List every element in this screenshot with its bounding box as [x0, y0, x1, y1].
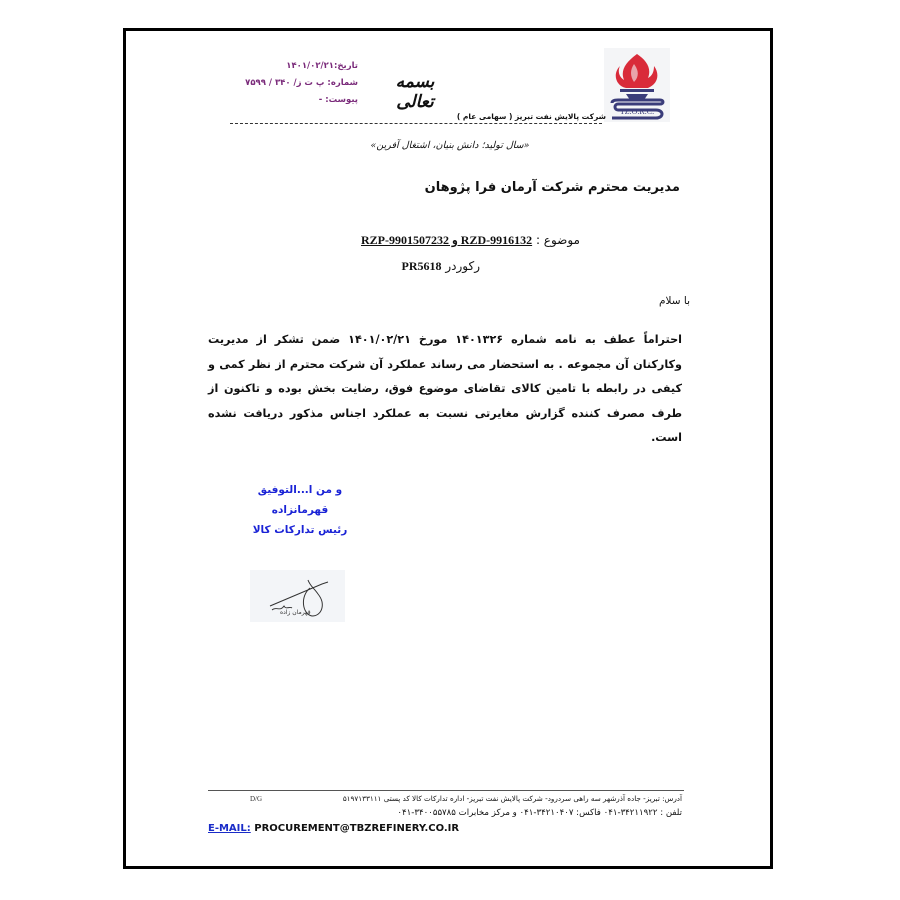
record-label: رکوردر: [445, 259, 480, 273]
email-address[interactable]: PROCUREMENT@TBZREFINERY.CO.IR: [254, 823, 460, 834]
letter-meta: [218, 58, 358, 109]
company-name: شرکت پالایش نفت تبریز ( سهامی عام ): [456, 112, 606, 121]
signature-image: [250, 570, 345, 622]
letter-attachment: پیوست: -: [318, 95, 358, 105]
signatory-name: قهرمانزاده: [271, 504, 329, 516]
footer-address: آدرس: تبریز- جاده آذرشهر سه راهی سردرود- شرکت پالایش نفت تبریز- اداره تدارکات کالا کد پستی ۵۱۹۷۱۳۳۱۱۱: [342, 794, 682, 803]
signature-scribble-icon: [250, 570, 345, 622]
subject-line: [300, 233, 580, 248]
letter-body: احتراماً عطف به نامه شماره ۱۴۰۱۳۲۶ مورخ ۱۴۰۱/۰۲/۲۱ ضمن تشکر از مدیریت وکارکنان آن مجموعه . به استحضار می رساند عملکرد آن شرکت محترم از نظر کمی و کیفی در رابطه با تامین کالای تقاضای موضوع فوق، رضایت بخش بوده و تاکنون از طرف مصرف کننده گزارش مغایرتی نسبت به عملکرد اجناس مذکور دریافت نشده است.: [208, 333, 682, 444]
footer-phone: تلفن : ۳۴۲۱۱۹۲۲-۰۴۱ فاکس: ۳۴۲۱۰۴۰۷-۰۴۱ و مرکز مخابرات ۳۴۰۰۵۵۷۸۵-۰۴۱: [397, 808, 682, 818]
footer-divider: [208, 790, 684, 791]
record-code: PR5618: [401, 259, 442, 273]
header-divider: [230, 123, 602, 124]
email-label: E-MAIL:: [208, 823, 251, 834]
closing-phrase: و من ا...التوفیق: [257, 484, 343, 496]
year-slogan: «سال تولید؛ دانش بنیان، اشتغال آفرین»: [370, 140, 530, 151]
record-line: [340, 259, 480, 274]
subject-codes: RZD-9916132 و RZP-9901507232: [360, 233, 533, 247]
signature-caption: قهرمان زاده: [280, 609, 311, 616]
signatory-title: رئیس تدارکات کالا: [252, 524, 348, 536]
closing-block: [240, 480, 360, 540]
letter-number: شماره: پ ت ز/ ۳۴۰ / ۷۵۹۹: [245, 78, 358, 88]
footer-code: D/G: [250, 795, 263, 803]
recipient: مدیریت محترم شرکت آرمان فرا پژوهان: [424, 180, 680, 195]
flame-logo-icon: [604, 48, 670, 122]
bismillah-heading: بسمه تعالی: [395, 72, 435, 112]
logo-text: TZ.O.R.C.: [619, 107, 655, 116]
greeting: با سلام: [658, 295, 690, 307]
letter-date: تاریخ:۱۴۰۱/۰۲/۲۱: [286, 61, 358, 71]
company-logo: [604, 48, 670, 122]
footer-email: [208, 823, 459, 834]
subject-label: موضوع :: [535, 233, 580, 247]
